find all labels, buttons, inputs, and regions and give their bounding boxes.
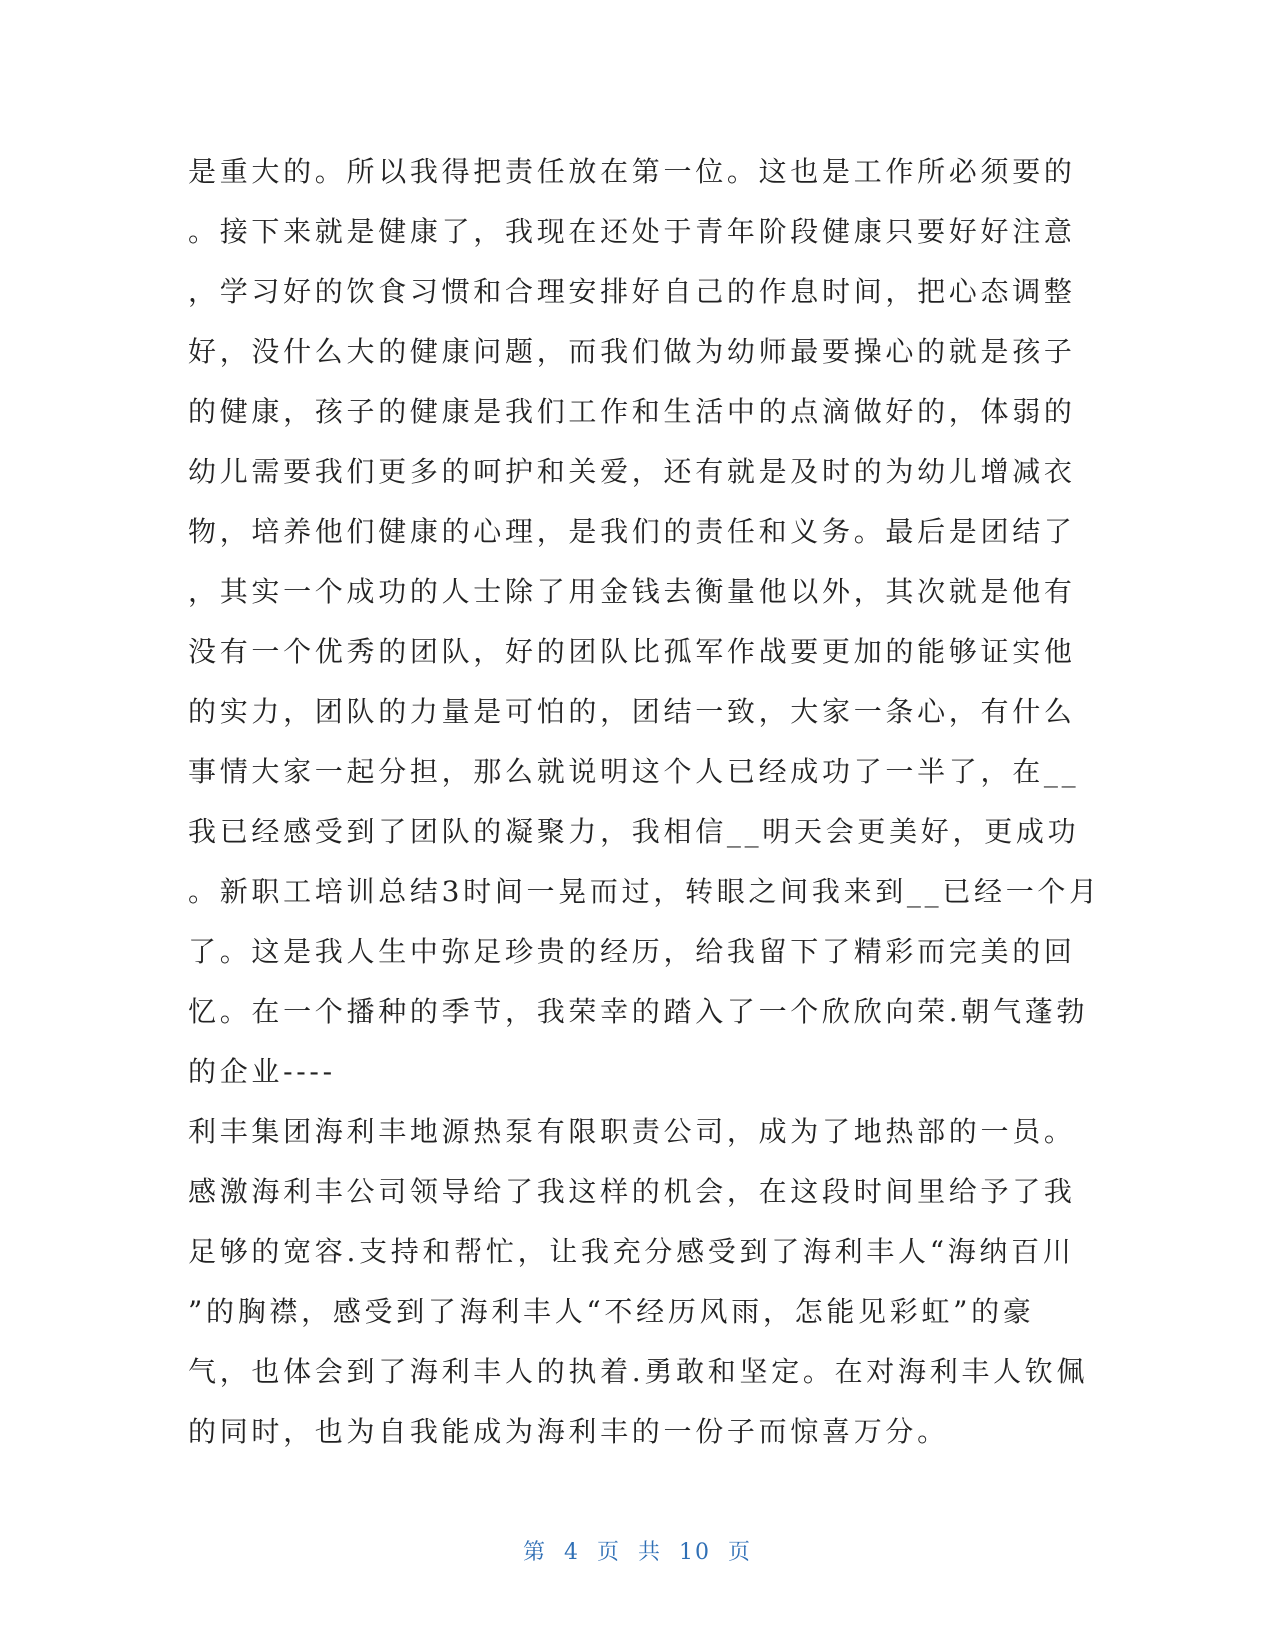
footer-total-unit: 页 xyxy=(728,1540,753,1565)
text-line-2: 。接下来就是健康了，我现在还处于青年阶段健康只要好好注意 xyxy=(188,215,1076,248)
text-line-16: 的企业---- xyxy=(188,1055,336,1088)
text-line-20: ”的胸襟，感受到了海利丰人“不经历风雨，怎能见彩虹”的豪 xyxy=(188,1295,1035,1328)
text-line-18: 感激海利丰公司领导给了我这样的机会，在这段时间里给予了我 xyxy=(188,1175,1076,1208)
text-line-19: 足够的宽容.支持和帮忙，让我充分感受到了海利丰人“海纳百川 xyxy=(188,1235,1075,1268)
text-line-1: 是重大的。所以我得把责任放在第一位。这也是工作所必须要的 xyxy=(188,155,1076,188)
text-line-10: 的实力，团队的力量是可怕的，团结一致，大家一条心，有什么 xyxy=(188,695,1076,728)
text-line-5: 的健康，孩子的健康是我们工作和生活中的点滴做好的，体弱的 xyxy=(188,395,1076,428)
document-body xyxy=(188,142,1101,1462)
text-line-14: 了。这是我人生中弥足珍贵的经历，给我留下了精彩而完美的回 xyxy=(188,935,1076,968)
text-line-22: 的同时，也为自我能成为海利丰的一份子而惊喜万分。 xyxy=(188,1415,949,1448)
text-line-9: 没有一个优秀的团队，好的团队比孤军作战要更加的能够证实他 xyxy=(188,635,1076,668)
text-line-7: 物，培养他们健康的心理，是我们的责任和义务。最后是团结了 xyxy=(188,515,1076,548)
text-line-15: 忆。在一个播种的季节，我荣幸的踏入了一个欣欣向荣.朝气蓬勃 xyxy=(188,995,1089,1028)
text-line-3: ，学习好的饮食习惯和合理安排好自己的作息时间，把心态调整 xyxy=(188,275,1076,308)
footer-page-unit: 页 xyxy=(596,1540,621,1565)
text-line-21: 气，也体会到了海利丰人的执着.勇敢和坚定。在对海利丰人钦佩 xyxy=(188,1355,1089,1388)
text-line-4: 好，没什么大的健康问题，而我们做为幼师最要操心的就是孩子 xyxy=(188,335,1076,368)
page-footer xyxy=(0,1535,1275,1566)
footer-total-label: 共 xyxy=(638,1540,663,1565)
footer-total-pages: 10 xyxy=(679,1540,712,1565)
text-line-6: 幼儿需要我们更多的呵护和关爱，还有就是及时的为幼儿增减衣 xyxy=(188,455,1076,488)
text-line-17: 利丰集团海利丰地源热泵有限职责公司，成为了地热部的一员。 xyxy=(188,1115,1076,1148)
text-line-12: 我已经感受到了团队的凝聚力，我相信__明天会更美好，更成功 xyxy=(188,815,1080,848)
text-line-13: 。新职工培训总结3时间一晃而过，转眼之间我来到__已经一个月 xyxy=(188,875,1101,908)
footer-current-page: 4 xyxy=(563,1540,580,1565)
footer-page-label: 第 xyxy=(522,1540,547,1565)
text-line-11: 事情大家一起分担，那么就说明这个人已经成功了一半了，在__ xyxy=(188,755,1080,788)
text-line-8: ，其实一个成功的人士除了用金钱去衡量他以外，其次就是他有 xyxy=(188,575,1076,608)
